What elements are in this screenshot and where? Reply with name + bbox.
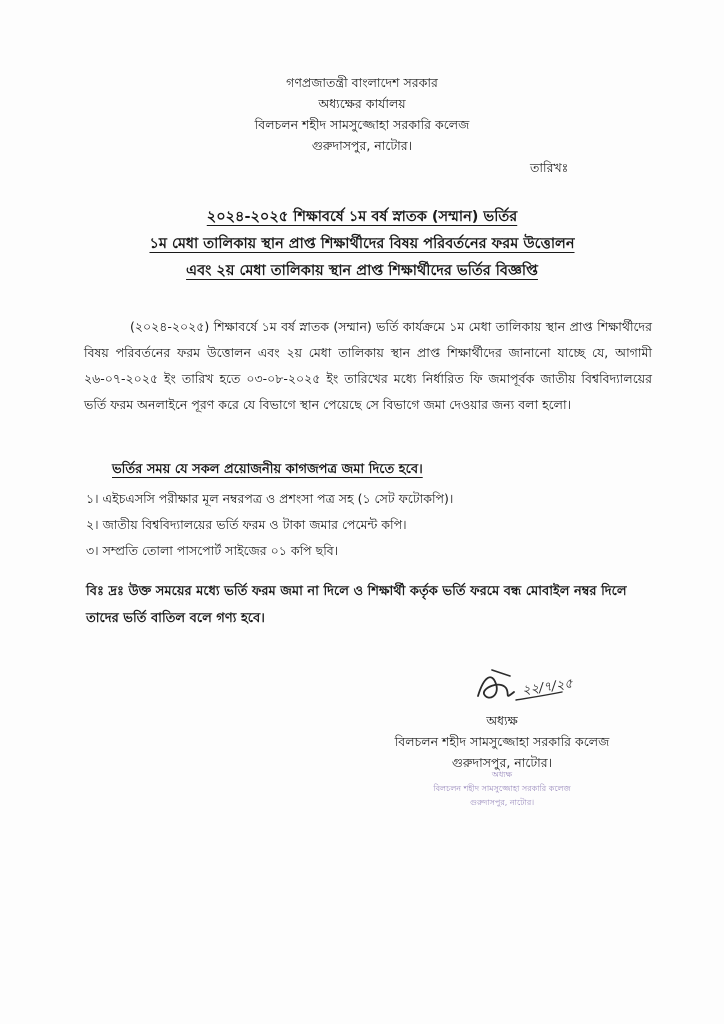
signature-date: ২২/৭/২৫ — [521, 676, 574, 699]
government-name: গণপ্রজাতন্ত্রী বাংলাদেশ সরকার — [286, 75, 438, 90]
signatory-college: বিলচলন শহীদ সামসুজ্জোহা সরকারি কলেজ — [394, 734, 610, 749]
college-address: গুরুদাসপুর, নাটোর। — [311, 138, 413, 153]
stamp-designation: অধ্যক্ষ — [491, 770, 513, 779]
date-label: তারিখঃ — [530, 160, 569, 175]
handwritten-signature — [470, 662, 610, 708]
signatory-designation: অধ্যক্ষ — [486, 713, 518, 728]
documents-list — [86, 486, 453, 564]
official-stamp — [418, 768, 586, 810]
signatory-block — [372, 710, 632, 773]
office-name: অধ্যক্ষের কার্যালয় — [318, 96, 406, 111]
list-item: ১। এইচএসসি পরীক্ষার মূল নম্বরপত্র ও প্রশংসা পত্র সহ (১ সেট ফটোকপি)। — [86, 491, 454, 506]
list-item: ৩। সম্প্রতি তোলা পাসপোর্ট সাইজের ০১ কপি ছবি। — [86, 543, 339, 558]
list-item: ২। জাতীয় বিশ্ববিদ্যালয়ের ভর্তি ফরম ও টাকা জমার পেমেন্ট কপি। — [86, 517, 407, 532]
notice-body: (২০২৪-২০২৫) শিক্ষাবর্ষে ১ম বর্ষ স্নাতক (সম্মান) ভর্তি কার্যক্রমে ১ম মেধা তালিকায় স্থান প্রাপ্ত শিক্ষার্থীদের বিষয় পরিবর্তনের ফরম উত্তোলন এবং ২য় মেধা তালিকায় স্থান প্রাপ্ত শিক্ষার্থীদের জানানো যাচ্ছে যে, আগামী ২৬-০৭-২০২৫ ইং তারিখ হতে ০৩-০৮-২০২৫ ইং তারিখের মধ্যে নির্ধারিত ফি জমাপূর্বক জাতীয় বিশ্ববিদ্যালয়ের ভর্তি ফরম অনলাইনে পূরণ করে যে বিভাগে স্থান পেয়েছে সে বিভাগে জমা দেওয়ার জন্য বলা হলো। — [84, 319, 652, 412]
notice-title — [60, 204, 664, 285]
stamp-college: বিলচলন শহীদ সামসুজ্জোহা সরকারি কলেজ — [433, 784, 571, 793]
title-line-1: ২০২৪-২০২৫ শিক্ষাবর্ষে ১ম বর্ষ স্নাতক (সম্মান) ভর্তির — [206, 209, 518, 225]
title-line-2: ১ম মেধা তালিকায় স্থান প্রাপ্ত শিক্ষার্থীদের বিষয় পরিবর্তনের ফরম উত্তোলন — [149, 236, 575, 252]
stamp-address: গুরুদাসপুর, নাটোর। — [469, 798, 535, 807]
title-line-3: এবং ২য় মেধা তালিকায় স্থান প্রাপ্ত শিক্ষার্থীদের ভর্তির বিজ্ঞপ্তি — [186, 263, 538, 279]
office-header — [0, 72, 724, 156]
special-note: বিঃ দ্রঃ উক্ত সময়ের মধ্যে ভর্তি ফরম জমা না দিলে ও শিক্ষার্থী কর্তৃক ভর্তি ফরমে বন্ধ মোবাইল নম্বর দিলে তাদের ভর্তি বাতিল বলে গণ্য হবে। — [86, 584, 627, 626]
college-name: বিলচলন শহীদ সামসুজ্জোহা সরকারি কলেজ — [254, 117, 470, 132]
documents-heading: ভর্তির সময় যে সকল প্রয়োজনীয় কাগজপত্র জমা দিতে হবে। — [112, 462, 423, 477]
signatory-address: গুরুদাসপুর, নাটোর। — [451, 755, 553, 770]
